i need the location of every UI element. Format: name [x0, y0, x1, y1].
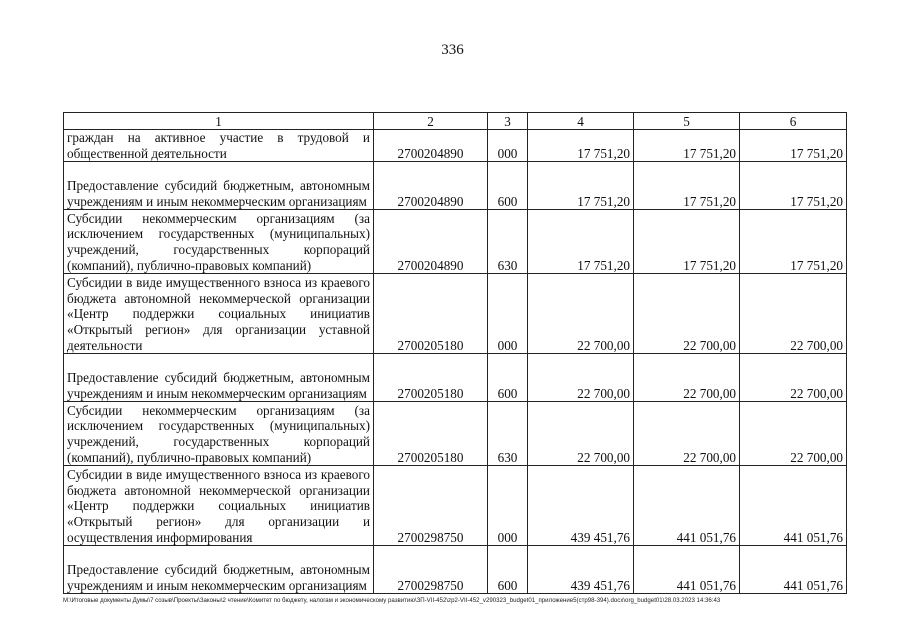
- amount-cell: 17 751,20: [740, 210, 847, 274]
- column-header: 2: [374, 113, 488, 130]
- expense-group-cell: 000: [488, 274, 528, 354]
- amount-cell: 441 051,76: [634, 466, 740, 546]
- table-row: [64, 130, 847, 162]
- column-header: 5: [634, 113, 740, 130]
- target-code-cell: 2700205180: [374, 274, 488, 354]
- amount-cell: 22 700,00: [740, 274, 847, 354]
- expense-group-cell: 630: [488, 210, 528, 274]
- column-header: 3: [488, 113, 528, 130]
- amount-cell: 441 051,76: [740, 546, 847, 594]
- column-header: 4: [528, 113, 634, 130]
- row-name-cell: Субсидии в виде имущественного взноса из краевого бюджета автономной некоммерческой организации «Центр поддержки социальных инициатив «Открытый регион» для организации и осуществления информирования: [64, 466, 374, 546]
- target-code-cell: 2700205180: [374, 354, 488, 402]
- table-row: [64, 354, 847, 402]
- row-name-cell: Предоставление субсидий бюджетным, автономным учреждениям и иным некоммерческим организациям: [64, 162, 374, 210]
- amount-cell: 22 700,00: [528, 402, 634, 466]
- row-name-cell: Субсидии в виде имущественного взноса из краевого бюджета автономной некоммерческой организации «Центр поддержки социальных инициатив «Открытый регион» для организации уставной деятельности: [64, 274, 374, 354]
- amount-cell: 439 451,76: [528, 466, 634, 546]
- row-name-cell: Предоставление субсидий бюджетным, автономным учреждениям и иным некоммерческим организациям: [64, 354, 374, 402]
- table-row: [64, 162, 847, 210]
- amount-cell: 441 051,76: [740, 466, 847, 546]
- column-header: 6: [740, 113, 847, 130]
- table-row: [64, 274, 847, 354]
- table-row: [64, 402, 847, 466]
- amount-cell: 17 751,20: [740, 162, 847, 210]
- amount-cell: 22 700,00: [740, 402, 847, 466]
- document-path-footer: M:\Итоговые документы Думы\7 созыв\Проекты\Законы\2 чтение\Комитет по бюджету, налогам и экономическому развитию\ЗП-VII-452\zp2-VII-452_v290323_budget01_приложение5(стр98-394).docx\org_budget01\28.03.2023 14:36:43: [63, 597, 721, 604]
- amount-cell: 17 751,20: [634, 162, 740, 210]
- amount-cell: 22 700,00: [740, 354, 847, 402]
- amount-cell: 17 751,20: [528, 210, 634, 274]
- target-code-cell: 2700205180: [374, 402, 488, 466]
- budget-table: [63, 112, 847, 594]
- target-code-cell: 2700204890: [374, 130, 488, 162]
- row-name-cell: Предоставление субсидий бюджетным, автономным учреждениям и иным некоммерческим организациям: [64, 546, 374, 594]
- amount-cell: 17 751,20: [740, 130, 847, 162]
- amount-cell: 22 700,00: [634, 402, 740, 466]
- expense-group-cell: 630: [488, 402, 528, 466]
- expense-group-cell: 600: [488, 546, 528, 594]
- page-number: 336: [441, 42, 464, 58]
- amount-cell: 22 700,00: [634, 354, 740, 402]
- amount-cell: 17 751,20: [634, 130, 740, 162]
- target-code-cell: 2700298750: [374, 546, 488, 594]
- table-row: [64, 546, 847, 594]
- row-name-cell: граждан на активное участие в трудовой и общественной деятельности: [64, 130, 374, 162]
- table-header-row: [64, 113, 847, 130]
- amount-cell: 22 700,00: [528, 354, 634, 402]
- target-code-cell: 2700204890: [374, 162, 488, 210]
- expense-group-cell: 600: [488, 162, 528, 210]
- expense-group-cell: 000: [488, 130, 528, 162]
- amount-cell: 17 751,20: [634, 210, 740, 274]
- amount-cell: 439 451,76: [528, 546, 634, 594]
- row-name-cell: Субсидии некоммерческим организациям (за исключением государственных (муниципальных) учреждений, государственных корпораций (компаний), публично-правовых компаний): [64, 210, 374, 274]
- amount-cell: 441 051,76: [634, 546, 740, 594]
- amount-cell: 22 700,00: [528, 274, 634, 354]
- row-name-cell: Субсидии некоммерческим организациям (за исключением государственных (муниципальных) учреждений, государственных корпораций (компаний), публично-правовых компаний): [64, 402, 374, 466]
- table-row: [64, 466, 847, 546]
- amount-cell: 22 700,00: [634, 274, 740, 354]
- amount-cell: 17 751,20: [528, 162, 634, 210]
- table-row: [64, 210, 847, 274]
- expense-group-cell: 600: [488, 354, 528, 402]
- target-code-cell: 2700298750: [374, 466, 488, 546]
- amount-cell: 17 751,20: [528, 130, 634, 162]
- expense-group-cell: 000: [488, 466, 528, 546]
- column-header: 1: [64, 113, 374, 130]
- target-code-cell: 2700204890: [374, 210, 488, 274]
